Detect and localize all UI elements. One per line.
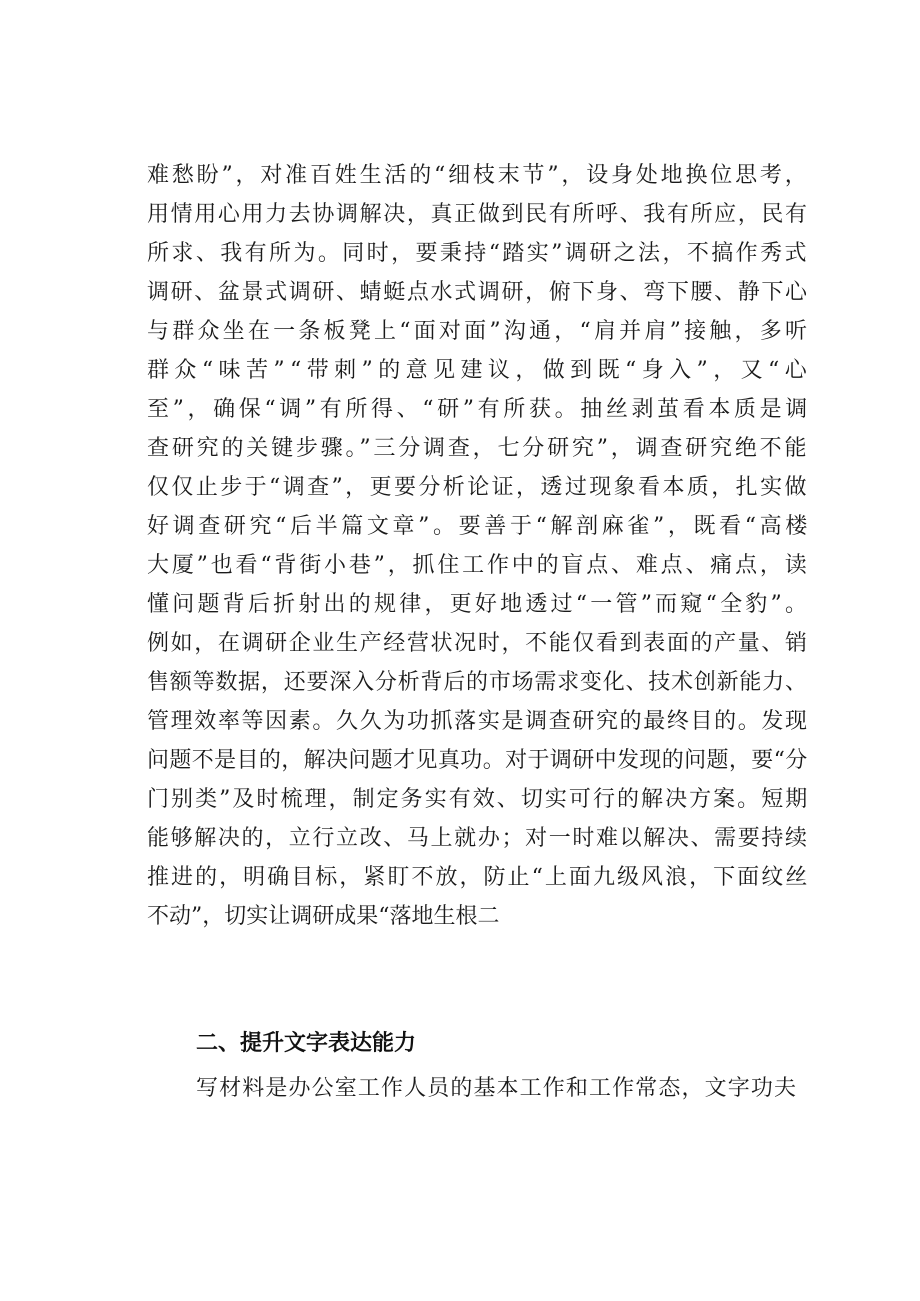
text-line: 查研究的关键步骤。”三分调查，七分研究”，调查研究绝不能 xyxy=(147,436,810,461)
text-line: 所求、我有所为。同时，要秉持“踏实”调研之法，不搞作秀式 xyxy=(147,241,809,266)
body-paragraph xyxy=(147,156,813,936)
text-line: 至”，确保“调”有所得、“研”有所获。抽丝剥茧看本质是调 xyxy=(147,397,811,422)
text-line: 售额等数据，还要深入分析背后的市场需求变化、技术创新能力、 xyxy=(147,670,808,695)
paragraph-first-line: 写材料是办公室工作人员的基本工作和工作常态，文字功夫 xyxy=(196,1076,798,1101)
text-line: 不动”，切实让调研成果“落地生根二 xyxy=(147,904,500,929)
text-line: 大厦”也看“背街小巷”，抓住工作中的盲点、难点、痛点，读 xyxy=(147,553,810,578)
text-line: 群众“味苦”“带刺”的意见建议，做到既“身入”，又“心 xyxy=(147,358,813,383)
text-line: 例如，在调研企业生产经营状况时，不能仅看到表面的产量、销 xyxy=(147,631,809,656)
text-line: 问题不是目的，解决问题才见真功。对于调研中发现的问题，要“分 xyxy=(147,748,808,773)
text-line: 与群众坐在一条板凳上“面对面”沟通，“肩并肩”接触，多听 xyxy=(147,319,811,344)
text-line: 调研、盆景式调研、蜻蜓点水式调研，俯下身、弯下腰、静下心 xyxy=(147,280,809,305)
section-heading: 二、提升文字表达能力 xyxy=(196,1031,417,1056)
text-line: 懂问题背后折射出的规律，更好地透过“一管”而窥“全豹”。 xyxy=(147,592,811,617)
text-line: 能够解决的，立行立改、马上就办；对一时难以解决、需要持续 xyxy=(147,826,809,851)
text-line: 管理效率等因素。久久为功抓落实是调查研究的最终目的。发现 xyxy=(147,709,809,734)
text-line: 仅仅止步于“调查”，更要分析论证，透过现象看本质，扎实做 xyxy=(147,475,809,500)
text-line: 难愁盼”，对准百姓生活的“细枝末节”，设身处地换位思考， xyxy=(147,163,810,188)
text-line: 用情用心用力去协调解决，真正做到民有所呼、我有所应，民有 xyxy=(147,202,809,227)
text-line: 推进的，明确目标，紧盯不放，防止“上面九级风浪，下面纹丝 xyxy=(147,865,810,890)
text-line: 门别类”及时梳理，制定务实有效、切实可行的解决方案。短期 xyxy=(147,787,810,812)
text-line: 好调查研究“后半篇文章”。要善于“解剖麻雀”，既看“高楼 xyxy=(147,514,811,539)
